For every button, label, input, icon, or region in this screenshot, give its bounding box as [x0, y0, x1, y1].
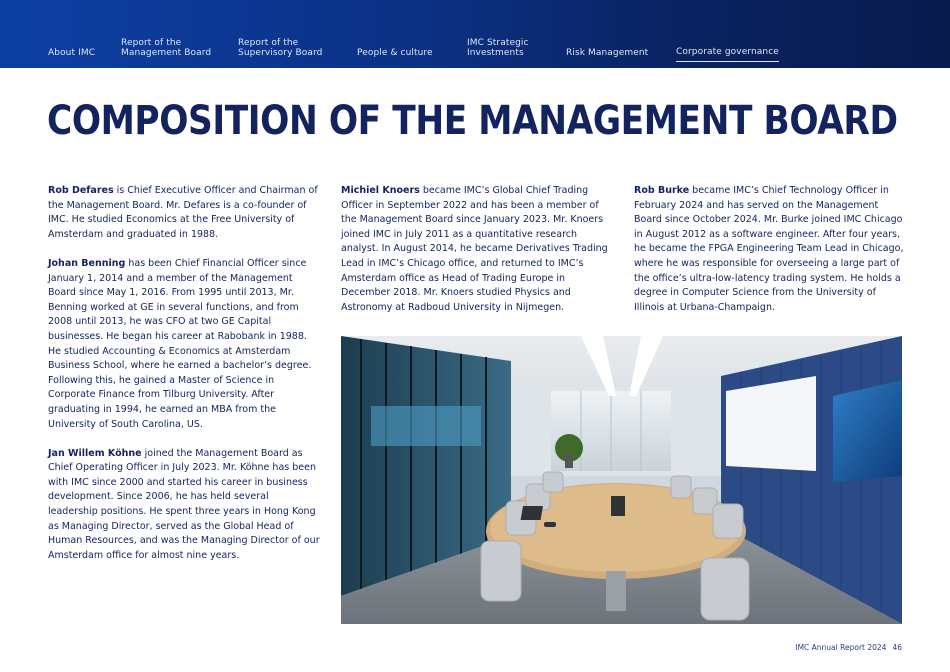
nav-label: IMC Strategic	[467, 38, 529, 48]
nav-label: Risk Management	[566, 48, 649, 58]
bio-michiel-knoers	[341, 184, 613, 315]
bio-rob-defares	[48, 184, 320, 242]
nav-report-management-board[interactable]	[121, 38, 211, 58]
nav-corporate-governance[interactable]	[676, 47, 779, 62]
nav-label: Report of the	[121, 38, 182, 48]
nav-report-supervisory-board[interactable]	[238, 38, 322, 58]
bio-name: Rob Defares	[48, 185, 114, 196]
bio-text: became IMC’s Chief Technology Officer in February 2024 and has served on the Management Board since October 2024. Mr. Burke joined IMC Chicago in August 2012 as a software engineer. After four years, he became the FPGA Engineering Team Lead in Chicago, where he was responsible for overseeing a large part of the office’s ultra-low-latency trading system. He holds a degree in Computer Science from the University of Illinois at Urbana-Champaign.	[634, 185, 904, 313]
bio-text: became IMC’s Global Chief Trading Officer in September 2022 and has been a member of the Management Board since January 2023. Mr. Knoers joined IMC in July 2011 as a quantitative research analyst. In August 2014, he became Derivatives Trading Lead in IMC’s Chicago office, and returned to IMC’s Amsterdam office as Head of Trading Europe in December 2018. Mr. Knoers studied Physics and Astronomy at Radboud University in Nijmegen.	[341, 185, 608, 313]
bio-name: Jan Willem Köhne	[48, 447, 142, 459]
nav-label: People & culture	[357, 48, 433, 58]
bio-text: has been Chief Financial Officer since January 1, 2014 and a member of the Management Board since May 1, 2016. From 1995 until 2013, Mr. Benning worked at GE in several functions, and from 2008 until 2013, he was CFO at two GE Capital businesses. He began his career at Rabobank in 1988. He studied Accounting & Economics at Amsterdam Business School, where he earned a bachelor’s degree. Following this, he gained a Master of Science in Corporate Finance from Tilburg University. After graduating in 1994, he earned an MBA from the University of South Carolina, US.	[48, 257, 312, 430]
bio-column-right	[634, 184, 906, 330]
nav-risk-management[interactable]	[566, 48, 648, 58]
meeting-room-photo	[341, 336, 902, 624]
nav-label: Investments	[467, 48, 524, 58]
page-number: 46	[892, 643, 902, 652]
nav-label: Corporate governance	[676, 47, 779, 57]
nav-people-culture[interactable]	[357, 48, 433, 58]
page-title: COMPOSITION OF THE MANAGEMENT BOARD	[47, 98, 898, 144]
bio-name: Rob Burke	[634, 185, 690, 196]
bio-column-left	[48, 184, 320, 578]
nav-label: Management Board	[121, 48, 212, 58]
nav-label: About IMC	[48, 48, 96, 58]
nav-label: Report of the	[238, 38, 299, 48]
bio-text: joined the Management Board as Chief Operating Officer in July 2023. Mr. Köhne has been with IMC since 2000 and started his career in business development. Since 2006, he has held several leadership positions. He spent three years in Hong Kong as Managing Director, served as the Global Head of Human Resources, and was the Managing Director of our Amsterdam office for almost nine years.	[48, 447, 320, 561]
bio-name: Michiel Knoers	[341, 185, 420, 196]
bio-column-middle	[341, 184, 613, 330]
nav-imc-strategic-investments[interactable]	[467, 38, 529, 58]
top-navigation	[0, 0, 950, 68]
bio-jan-willem-kohne	[48, 447, 320, 564]
nav-about-imc[interactable]	[48, 48, 95, 58]
bio-name: Johan Benning	[48, 257, 126, 269]
footer-report-name: IMC Annual Report 2024	[795, 643, 887, 652]
bio-text: is Chief Executive Officer and Chairman of the Management Board. Mr. Defares is a co-founder of IMC. He studied Economics at the Free University of Amsterdam and graduated in 1988.	[48, 185, 318, 240]
bio-johan-benning	[48, 257, 320, 432]
page-footer	[789, 643, 902, 652]
bio-rob-burke	[634, 184, 906, 315]
nav-label: Supervisory Board	[238, 48, 323, 58]
